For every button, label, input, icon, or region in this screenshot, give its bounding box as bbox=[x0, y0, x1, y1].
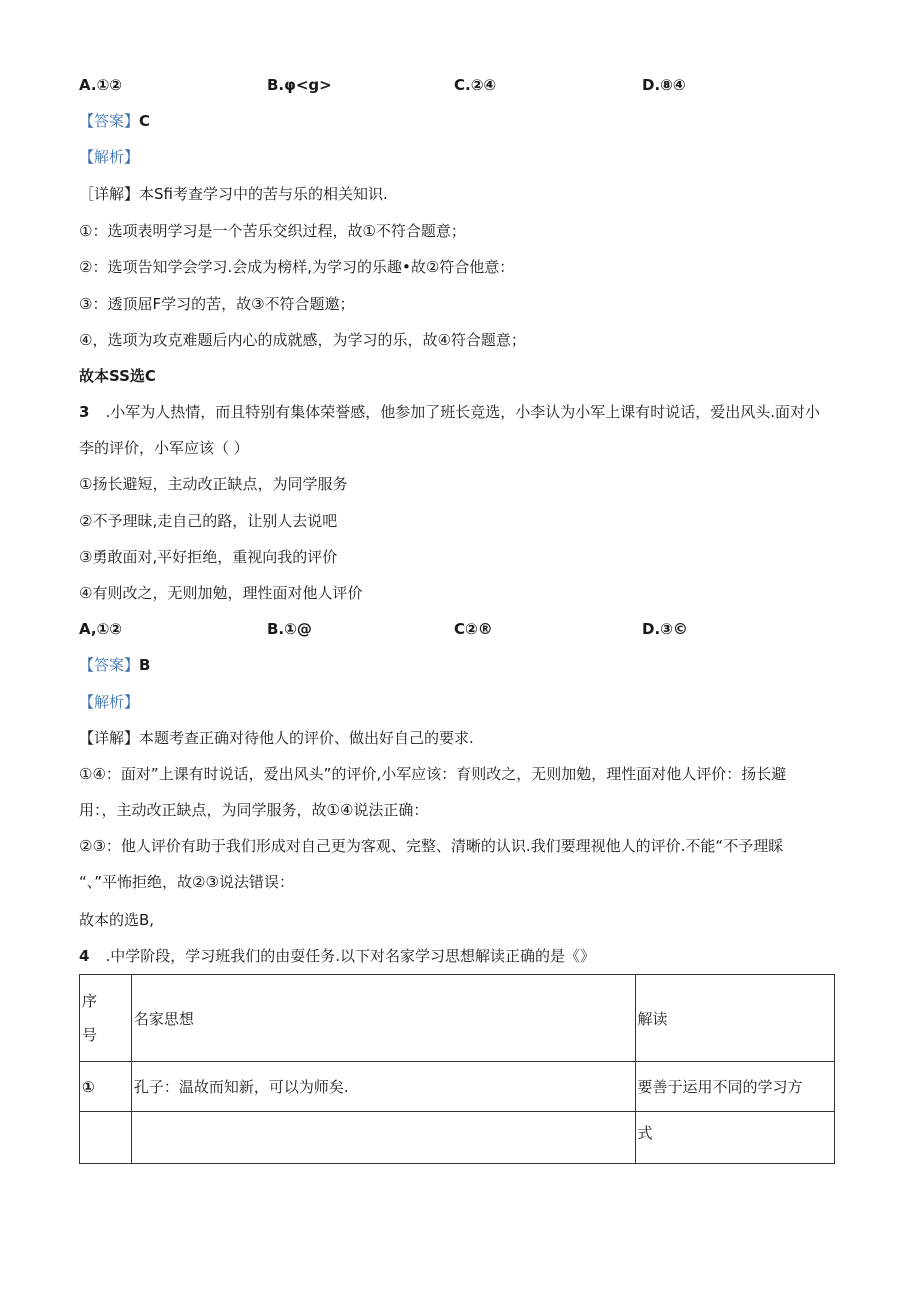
table-header-row bbox=[80, 975, 835, 1062]
q2-detail-line: ②：选项告知学会学习.会成为榜样,为学习的乐趣•故②符合他意： bbox=[79, 258, 515, 276]
q3-detail-line: “、”平怖拒绝，故②③说法错误： bbox=[79, 873, 294, 891]
q3-option-a: A,①② bbox=[79, 620, 122, 638]
q2-option-b: B.φ<g> bbox=[267, 76, 332, 94]
q2-conclusion: 故本SS选C bbox=[79, 367, 156, 385]
table-cell bbox=[80, 1112, 132, 1164]
table-cell: ① bbox=[80, 1062, 132, 1112]
q3-item: ①扬长避短，主动改正缺点，为同学服务 bbox=[79, 475, 348, 493]
table-cell: 要善于运用不同的学习方 bbox=[635, 1062, 834, 1112]
q2-analysis-tag: 【解析】 bbox=[79, 148, 140, 166]
q2-detail-line: ④，选项为攻克难题后内心的成就感，为学习的乐，故④符合题意； bbox=[79, 331, 526, 349]
q3-option-b: B.①@ bbox=[267, 620, 312, 638]
q3-stem bbox=[79, 402, 820, 422]
q2-option-c: C.②④ bbox=[454, 76, 497, 94]
q3-stem-continued: 李的评价，小军应该（ ） bbox=[79, 439, 249, 457]
q3-detail-line: 【详解】本题考查正确对待他人的评价、做出好自己的要求. bbox=[79, 729, 474, 747]
q3-detail-line: ①④：面对”上课有时说话，爱出风头”的评价,小军应该：育则改之，无则加勉，理性面对他人评价：扬长避 bbox=[79, 765, 787, 783]
q2-detail-line: ③：透顶屈F学习的苦，故③不符合题邀； bbox=[79, 295, 355, 313]
q3-stem-text: .小军为人热情，而且特别有集体荣誉感，他参加了班长竞选，小李认为小军上课有时说话，爱出风头.面对小 bbox=[105, 403, 820, 421]
table-cell: 孔子：温故而知新，可以为师矣. bbox=[131, 1062, 635, 1112]
answer-tag: 【答案】 bbox=[79, 112, 140, 130]
q3-analysis-tag: 【解析】 bbox=[79, 693, 140, 711]
table-row bbox=[80, 1112, 835, 1164]
q3-item: ②不予理昧,走自己的路，让别人去说吧 bbox=[79, 512, 338, 530]
q2-option-d: D.⑧④ bbox=[642, 76, 686, 94]
q3-conclusion bbox=[79, 910, 154, 930]
q4-stem bbox=[79, 946, 595, 966]
q2-option-a: A.①② bbox=[79, 76, 122, 94]
q3-conclusion-text: 故本的选B, bbox=[79, 911, 155, 929]
q3-detail-line: ②③：他人评价有助于我们形成对自己更为客观、完整、清晰的认识.我们要理视他人的评价.不能“不予理睬 bbox=[79, 837, 784, 855]
table-cell bbox=[131, 1112, 635, 1164]
answer-value: C bbox=[139, 112, 151, 130]
q3-item: ④有则改之，无则加勉，理性面对他人评价 bbox=[79, 584, 363, 602]
q2-detail-line: ①：选项表明学习是一个苦乐交织过程，故①不符合题意； bbox=[79, 222, 466, 240]
q3-detail-line: 用：，主动改正缺点，为同学服务，故①④说法正确： bbox=[79, 801, 429, 819]
answer-value: B bbox=[139, 656, 151, 674]
table-cell: 式 bbox=[635, 1112, 834, 1164]
q3-option-c: C②® bbox=[454, 620, 493, 638]
header-cell-reading: 解读 bbox=[635, 975, 834, 1062]
header-cell-idea: 名家思想 bbox=[131, 975, 635, 1062]
table-row bbox=[80, 1062, 835, 1112]
q4-stem-text: .中学阶段，学习班我们的由耍任务.以下对名家学习思想解读正确的是《》 bbox=[105, 947, 595, 965]
q2-answer bbox=[79, 111, 150, 131]
q3-item: ③勇敢面对,平好拒绝，重视向我的评价 bbox=[79, 548, 338, 566]
q3-answer bbox=[79, 655, 150, 675]
q2-detail-line: ［详解】本Sfi考查学习中的苦与乐的相关知识. bbox=[79, 185, 388, 203]
header-cell-number: 序 号 bbox=[80, 975, 132, 1062]
question-number: 3 bbox=[79, 403, 90, 421]
question-number: 4 bbox=[79, 947, 90, 965]
answer-tag: 【答案】 bbox=[79, 656, 140, 674]
q4-table bbox=[79, 974, 835, 1164]
q3-option-d: D.③© bbox=[642, 620, 688, 638]
